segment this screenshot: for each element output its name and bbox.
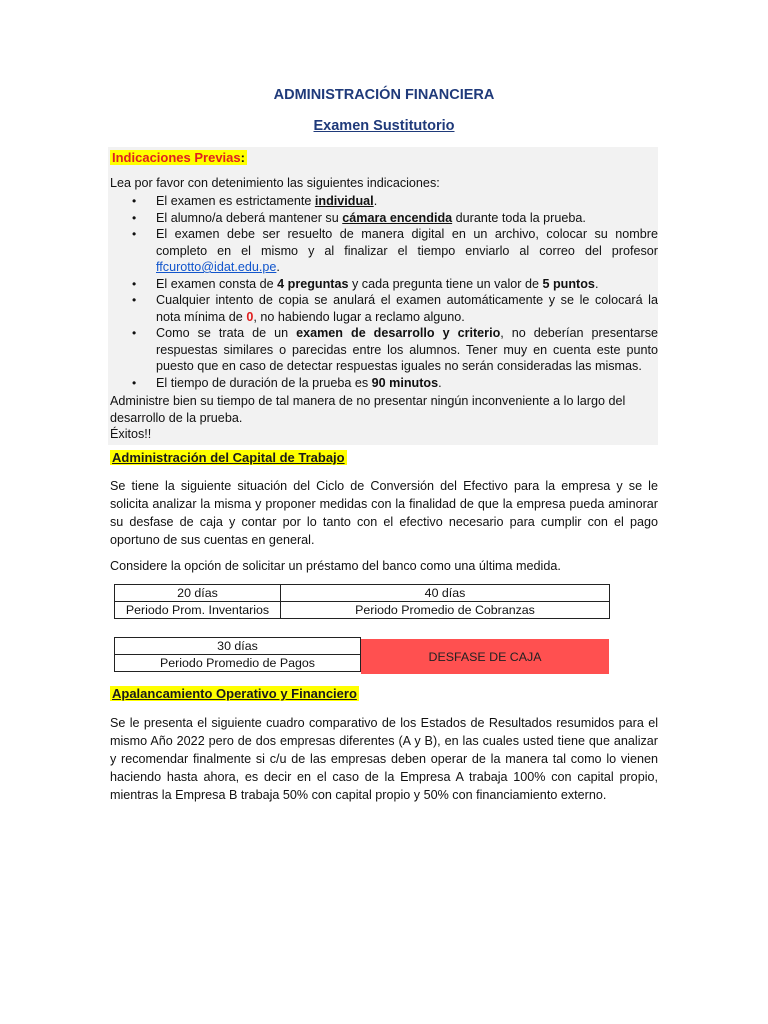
professor-email-link[interactable]: ffcurotto@idat.edu.pe — [156, 260, 277, 274]
list-item: • El examen debe ser resuelto de manera digital en un archivo, colocar su nombre completo en el mismo y al finalizar el tiempo enviarlo al correo del profesor ffcurotto@idat.edu.pe. — [110, 226, 658, 276]
document-subtitle: Examen Sustitutorio — [313, 118, 455, 134]
cash-gap-cell: DESFASE DE CAJA — [361, 639, 609, 674]
working-capital-note: Considere la opción de solicitar un préstamo del banco como una última medida. — [110, 559, 561, 573]
cash-cycle-table-bottom — [114, 637, 361, 672]
inventory-label-cell: Periodo Prom. Inventarios — [115, 602, 281, 619]
farewell-text: Éxitos!! — [110, 427, 152, 441]
collection-days-cell: 40 días — [281, 585, 610, 602]
indications-intro: Lea por favor con detenimiento las siguientes indicaciones: — [110, 176, 440, 190]
indications-heading: Indicaciones Previas: — [112, 150, 245, 165]
list-item: • El examen es estrictamente individual. — [110, 193, 658, 210]
inventory-days-cell: 20 días — [115, 585, 281, 602]
list-item: • El alumno/a deberá mantener su cámara encendida durante toda la prueba. — [110, 210, 658, 227]
indications-list — [110, 193, 658, 391]
payment-days-cell: 30 días — [115, 638, 361, 655]
payment-label-cell: Periodo Promedio de Pagos — [115, 655, 361, 672]
working-capital-heading: Administración del Capital de Trabajo — [112, 450, 345, 465]
leverage-heading: Apalancamiento Operativo y Financiero — [112, 686, 357, 701]
document-title: ADMINISTRACIÓN FINANCIERA — [273, 87, 495, 103]
indications-closing: Administre bien su tiempo de tal manera de no presentar ningún inconveniente a lo largo del desarrollo de la prueba. Éxitos!! — [110, 393, 658, 443]
collection-label-cell: Periodo Promedio de Cobranzas — [281, 602, 610, 619]
list-item: • El examen consta de 4 preguntas y cada pregunta tiene un valor de 5 puntos. — [110, 276, 658, 293]
leverage-paragraph: Se le presenta el siguiente cuadro comparativo de los Estados de Resultados resumidos para el mismo Año 2022 pero de dos empresas diferentes (A y B), en las cuales usted tiene que analizar y recomendar finalmente si c/u de las empresas deben operar de la manera tal como lo vienen haciendo hasta ahora, es decir en el caso de la Empresa A trabaja 100% con capital propio, mientras la Empresa B trabaja 50% con capital propio y 50% con financiamiento externo. — [110, 716, 658, 802]
working-capital-paragraph: Se tiene la siguiente situación del Ciclo de Conversión del Efectivo para la empresa y se le solicita analizar la misma y proponer medidas con la finalidad de que la empresa pueda aminorar su desfase de caja y contar por lo tanto con el efectivo necesario para cumplir con el pago oportuno de sus cuentas en general. — [110, 479, 658, 547]
list-item: • Cualquier intento de copia se anulará el examen automáticamente y se le colocará la nota mínima de 0, no habiendo lugar a reclamo alguno. — [110, 292, 658, 325]
list-item: • El tiempo de duración de la prueba es 90 minutos. — [110, 375, 658, 392]
list-item: • Como se trata de un examen de desarrollo y criterio, no deberían presentarse respuestas similares o parecidas entre los alumnos. Tener muy en cuenta este punto puesto que en caso de detectar respuestas iguales no serán consideradas las mismas. — [110, 325, 658, 375]
cash-cycle-table-top — [114, 584, 610, 619]
